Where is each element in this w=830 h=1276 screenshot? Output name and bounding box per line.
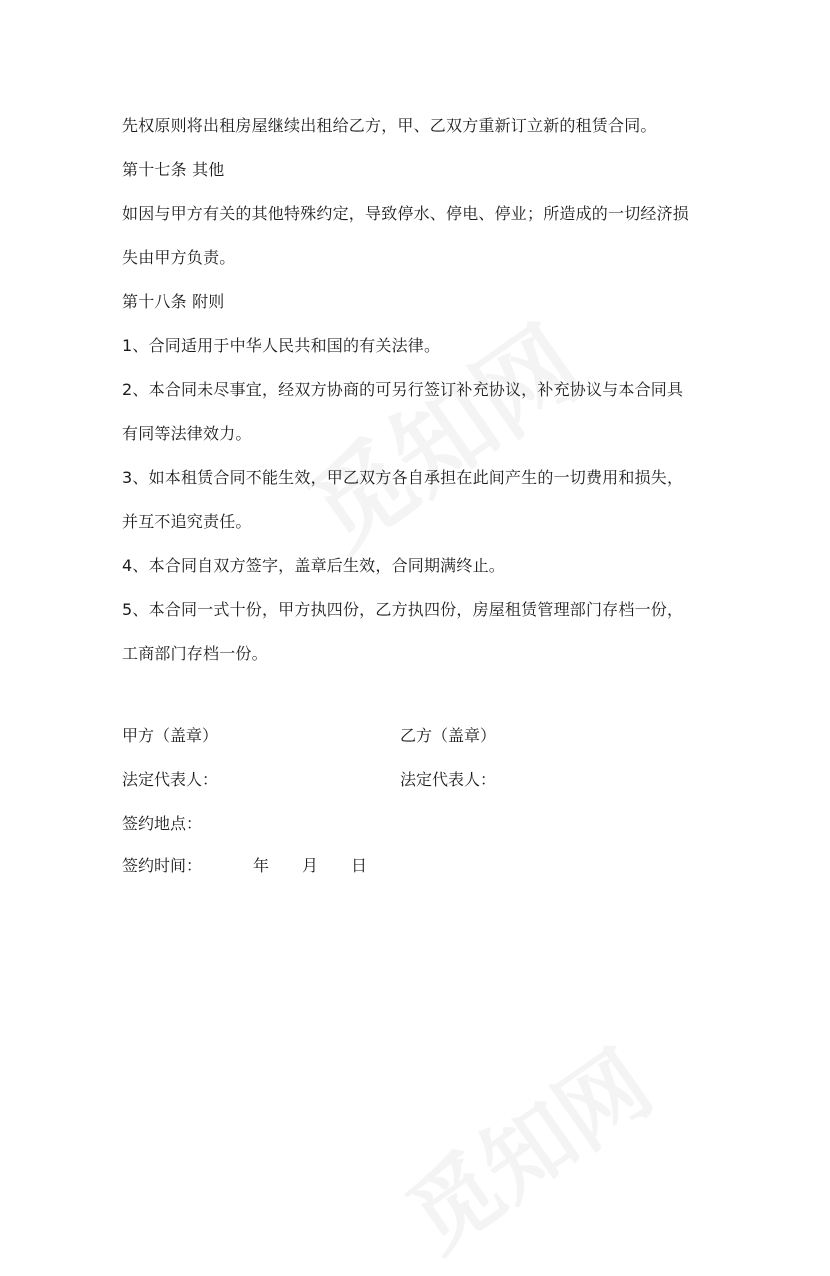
paragraph-line: 有同等法律效力。: [122, 424, 252, 443]
paragraph-line: 如因与甲方有关的其他特殊约定，导致停水、停电、停业；所造成的一切经济损: [122, 204, 690, 223]
paragraph-line: 工商部门存档一份。: [122, 644, 268, 663]
paragraph-line: 失由甲方负责。: [122, 248, 236, 267]
clause-item: 2、本合同未尽事宜，经双方协商的可另行签订补充协议，补充协议与本合同具: [122, 380, 684, 399]
clause-item: 4、本合同自双方签字，盖章后生效，合同期满终止。: [122, 556, 505, 575]
party-b-representative-label: 法定代表人：: [400, 770, 497, 789]
party-a-representative-label: 法定代表人：: [122, 770, 219, 789]
day-label: 日: [351, 856, 368, 875]
watermark: [276, 287, 604, 577]
watermark: [377, 1014, 673, 1275]
signing-place-label: 签约地点：: [122, 814, 203, 833]
clause-item: 3、如本租赁合同不能生效，甲乙双方各自承担在此间产生的一切费用和损失，: [122, 468, 684, 487]
section-heading: 第十八条 附则: [122, 292, 225, 311]
party-b-seal-label: 乙方（盖章）: [400, 726, 497, 745]
paragraph-line: 先权原则将出租房屋继续出租给乙方，甲、乙双方重新订立新的租赁合同。: [122, 116, 657, 135]
signing-time-label: 签约时间：: [122, 856, 203, 875]
clause-item: 5、本合同一式十份，甲方执四份，乙方执四份，房屋租赁管理部门存档一份，: [122, 600, 684, 619]
month-label: 月: [302, 856, 319, 875]
year-label: 年: [253, 856, 270, 875]
party-a-seal-label: 甲方（盖章）: [122, 726, 219, 745]
section-heading: 第十七条 其他: [122, 160, 225, 179]
paragraph-line: 并互不追究责任。: [122, 512, 252, 531]
clause-item: 1、合同适用于中华人民共和国的有关法律。: [122, 336, 441, 355]
